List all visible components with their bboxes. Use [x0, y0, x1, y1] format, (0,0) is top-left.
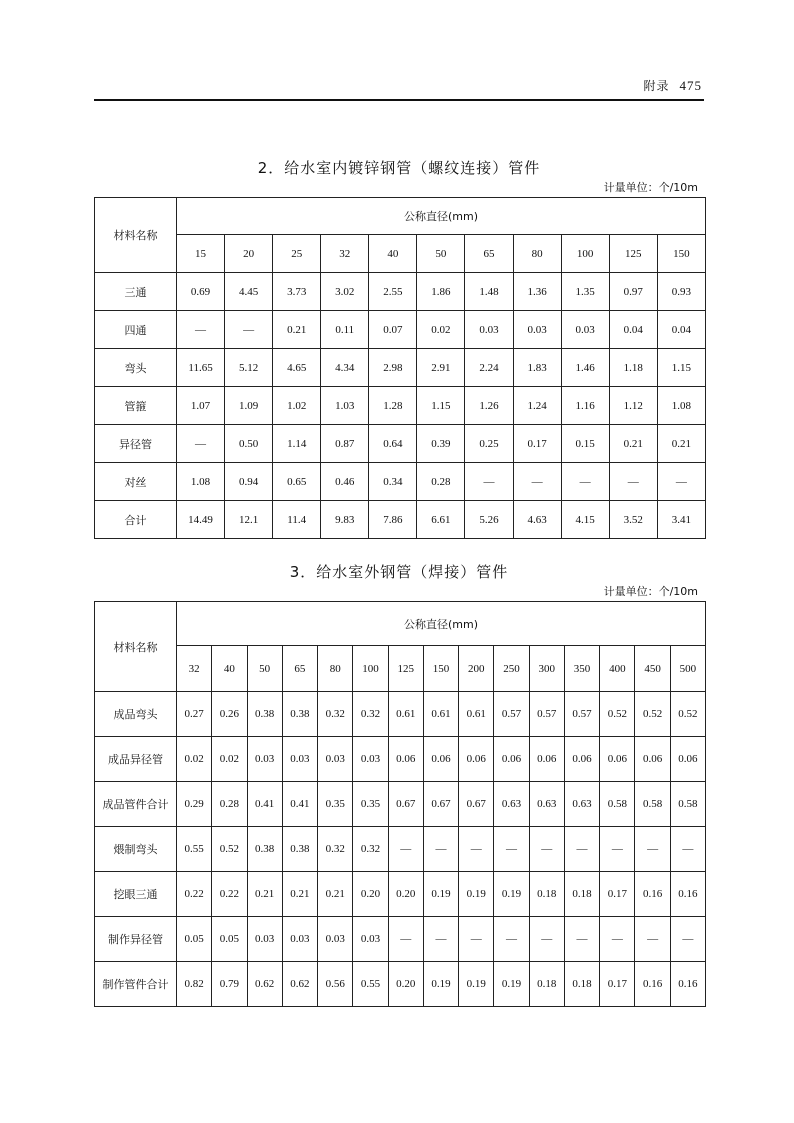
value-cell: 0.19 [494, 962, 529, 1007]
value-cell: 0.03 [247, 917, 282, 962]
section3-table [94, 601, 706, 1007]
value-cell: 0.38 [282, 692, 317, 737]
diameter-cell: 125 [388, 646, 423, 692]
value-cell: — [635, 827, 670, 872]
diameter-cell: 50 [247, 646, 282, 692]
value-cell: 0.06 [494, 737, 529, 782]
table-row [95, 962, 706, 1007]
value-cell: 1.12 [609, 387, 657, 425]
value-cell: 0.62 [282, 962, 317, 1007]
value-cell: 0.32 [353, 692, 388, 737]
value-cell: 0.56 [318, 962, 353, 1007]
value-cell: — [561, 463, 609, 501]
diameter-cell: 100 [353, 646, 388, 692]
value-cell: 1.15 [417, 387, 465, 425]
value-cell: — [225, 311, 273, 349]
diameter-group-header: 公称直径(mm) [177, 602, 706, 646]
table-header-row [95, 198, 706, 235]
value-cell: 1.48 [465, 273, 513, 311]
value-cell: 0.03 [353, 737, 388, 782]
value-cell: 0.64 [369, 425, 417, 463]
value-cell: 0.62 [247, 962, 282, 1007]
section2-title: 2．给水室内镀锌钢管（螺纹连接）管件 [257, 159, 541, 177]
value-cell: 0.61 [423, 692, 458, 737]
value-cell: 0.15 [561, 425, 609, 463]
value-cell: 1.08 [177, 463, 225, 501]
row-label: 对丝 [95, 463, 177, 501]
value-cell: 0.39 [417, 425, 465, 463]
diameter-cell: 125 [609, 235, 657, 273]
value-cell: 0.65 [273, 463, 321, 501]
value-cell: 0.16 [635, 962, 670, 1007]
value-cell: 0.32 [318, 827, 353, 872]
value-cell: 3.52 [609, 501, 657, 539]
value-cell: 0.27 [177, 692, 212, 737]
value-cell: — [388, 917, 423, 962]
row-label: 异径管 [95, 425, 177, 463]
value-cell: 0.19 [423, 962, 458, 1007]
value-cell: 1.07 [177, 387, 225, 425]
table-row [95, 425, 706, 463]
header-rule [94, 99, 704, 101]
value-cell: 0.82 [177, 962, 212, 1007]
table-row [95, 273, 706, 311]
value-cell: — [423, 827, 458, 872]
value-cell: 0.26 [212, 692, 247, 737]
value-cell: 0.21 [609, 425, 657, 463]
value-cell: 0.55 [177, 827, 212, 872]
row-label: 制作管件合计 [95, 962, 177, 1007]
diameter-cell: 65 [282, 646, 317, 692]
value-cell: 0.06 [564, 737, 599, 782]
section3-title: 3．给水室外钢管（焊接）管件 [289, 563, 509, 581]
value-cell: 0.58 [600, 782, 635, 827]
section3-unit: 计量单位：个/10m [603, 585, 698, 598]
diameter-cell: 40 [369, 235, 417, 273]
value-cell: 0.18 [529, 872, 564, 917]
value-cell: — [600, 827, 635, 872]
row-label: 挖眼三通 [95, 872, 177, 917]
section2-table [94, 197, 706, 539]
value-cell: 0.87 [321, 425, 369, 463]
row-label: 三通 [95, 273, 177, 311]
value-cell: — [177, 311, 225, 349]
value-cell: 0.19 [494, 872, 529, 917]
value-cell: — [657, 463, 705, 501]
diameter-cell: 32 [177, 646, 212, 692]
running-head [643, 77, 702, 94]
table-row [95, 311, 706, 349]
value-cell: 0.52 [670, 692, 705, 737]
value-cell: 1.28 [369, 387, 417, 425]
value-cell: 1.08 [657, 387, 705, 425]
value-cell: 0.06 [388, 737, 423, 782]
value-cell: 0.38 [282, 827, 317, 872]
value-cell: 0.03 [561, 311, 609, 349]
table-row [95, 737, 706, 782]
value-cell: 4.34 [321, 349, 369, 387]
value-cell: 0.11 [321, 311, 369, 349]
value-cell: 1.35 [561, 273, 609, 311]
value-cell: 0.58 [635, 782, 670, 827]
diameter-cell: 50 [417, 235, 465, 273]
value-cell: 0.22 [177, 872, 212, 917]
value-cell: 1.16 [561, 387, 609, 425]
value-cell: 14.49 [177, 501, 225, 539]
value-cell: 0.03 [318, 737, 353, 782]
diameter-cell: 350 [564, 646, 599, 692]
value-cell: 0.03 [247, 737, 282, 782]
value-cell: 5.26 [465, 501, 513, 539]
diameter-cell: 65 [465, 235, 513, 273]
diameter-group-header: 公称直径(mm) [177, 198, 706, 235]
value-cell: 0.32 [353, 827, 388, 872]
value-cell: 0.29 [177, 782, 212, 827]
value-cell: 1.36 [513, 273, 561, 311]
value-cell: 1.24 [513, 387, 561, 425]
table-row [95, 827, 706, 872]
value-cell: 0.50 [225, 425, 273, 463]
value-cell: 0.21 [282, 872, 317, 917]
value-cell: 0.21 [318, 872, 353, 917]
section2-unit: 计量单位：个/10m [603, 181, 698, 194]
value-cell: 0.61 [388, 692, 423, 737]
diameter-cell: 40 [212, 646, 247, 692]
row-label: 四通 [95, 311, 177, 349]
diameter-cell: 450 [635, 646, 670, 692]
value-cell: — [494, 917, 529, 962]
value-cell: 3.02 [321, 273, 369, 311]
value-cell: — [635, 917, 670, 962]
value-cell: 0.25 [465, 425, 513, 463]
value-cell: — [600, 917, 635, 962]
value-cell: 0.63 [529, 782, 564, 827]
row-label: 管箍 [95, 387, 177, 425]
value-cell: 0.03 [318, 917, 353, 962]
section-label: 附录 [643, 79, 670, 93]
value-cell: 12.1 [225, 501, 273, 539]
value-cell: 4.15 [561, 501, 609, 539]
value-cell: — [564, 917, 599, 962]
table-row [95, 692, 706, 737]
diameter-cell: 400 [600, 646, 635, 692]
value-cell: 2.24 [465, 349, 513, 387]
value-cell: 0.55 [353, 962, 388, 1007]
value-cell: 0.38 [247, 827, 282, 872]
value-cell: — [177, 425, 225, 463]
value-cell: — [529, 917, 564, 962]
value-cell: 0.17 [513, 425, 561, 463]
value-cell: 0.06 [423, 737, 458, 782]
value-cell: 0.03 [353, 917, 388, 962]
value-cell: 0.06 [670, 737, 705, 782]
value-cell: 0.18 [529, 962, 564, 1007]
table-row [95, 917, 706, 962]
diameter-cell: 100 [561, 235, 609, 273]
diameter-cell: 250 [494, 646, 529, 692]
value-cell: — [459, 827, 494, 872]
diameter-cell: 80 [318, 646, 353, 692]
value-cell: — [670, 917, 705, 962]
diameter-cell: 150 [657, 235, 705, 273]
value-cell: 0.21 [273, 311, 321, 349]
value-cell: 0.04 [609, 311, 657, 349]
value-cell: 0.28 [212, 782, 247, 827]
value-cell: 0.67 [388, 782, 423, 827]
table-row [95, 782, 706, 827]
value-cell: 0.16 [670, 872, 705, 917]
value-cell: 0.17 [600, 962, 635, 1007]
value-cell: 0.57 [564, 692, 599, 737]
value-cell: 2.98 [369, 349, 417, 387]
row-label: 制作异径管 [95, 917, 177, 962]
value-cell: 2.91 [417, 349, 465, 387]
value-cell: 4.65 [273, 349, 321, 387]
value-cell: 0.16 [635, 872, 670, 917]
value-cell: 0.28 [417, 463, 465, 501]
row-label: 煨制弯头 [95, 827, 177, 872]
value-cell: 0.52 [600, 692, 635, 737]
section3-table-body [95, 692, 706, 1007]
value-cell: 4.45 [225, 273, 273, 311]
value-cell: 0.06 [459, 737, 494, 782]
diameter-cell: 15 [177, 235, 225, 273]
row-header-cell: 材料名称 [95, 602, 177, 692]
value-cell: 2.55 [369, 273, 417, 311]
value-cell: 0.94 [225, 463, 273, 501]
diameter-cell: 300 [529, 646, 564, 692]
value-cell: — [529, 827, 564, 872]
value-cell: 0.02 [212, 737, 247, 782]
row-header-cell: 材料名称 [95, 198, 177, 273]
diameter-cell: 500 [670, 646, 705, 692]
value-cell: 0.06 [635, 737, 670, 782]
value-cell: 0.35 [353, 782, 388, 827]
value-cell: 1.02 [273, 387, 321, 425]
diameter-cell: 200 [459, 646, 494, 692]
table-row [95, 463, 706, 501]
value-cell: 0.06 [600, 737, 635, 782]
diameter-cell: 32 [321, 235, 369, 273]
value-cell: 0.22 [212, 872, 247, 917]
value-cell: — [459, 917, 494, 962]
value-cell: 11.4 [273, 501, 321, 539]
diameter-cell: 20 [225, 235, 273, 273]
value-cell: 0.19 [423, 872, 458, 917]
table-row [95, 872, 706, 917]
row-label: 合计 [95, 501, 177, 539]
value-cell: 3.41 [657, 501, 705, 539]
value-cell: 0.79 [212, 962, 247, 1007]
diameter-row [95, 235, 706, 273]
value-cell: 1.18 [609, 349, 657, 387]
value-cell: 0.20 [388, 872, 423, 917]
diameter-cell: 25 [273, 235, 321, 273]
value-cell: 0.20 [353, 872, 388, 917]
value-cell: 0.63 [564, 782, 599, 827]
table-row [95, 501, 706, 539]
value-cell: 0.19 [459, 962, 494, 1007]
value-cell: 0.07 [369, 311, 417, 349]
value-cell: 0.41 [282, 782, 317, 827]
value-cell: — [465, 463, 513, 501]
value-cell: 1.15 [657, 349, 705, 387]
value-cell: 0.41 [247, 782, 282, 827]
value-cell: 0.04 [657, 311, 705, 349]
row-label: 成品弯头 [95, 692, 177, 737]
value-cell: — [388, 827, 423, 872]
value-cell: 0.21 [247, 872, 282, 917]
value-cell: 6.61 [417, 501, 465, 539]
diameter-cell: 80 [513, 235, 561, 273]
value-cell: 0.16 [670, 962, 705, 1007]
value-cell: 1.86 [417, 273, 465, 311]
value-cell: 0.19 [459, 872, 494, 917]
value-cell: 11.65 [177, 349, 225, 387]
value-cell: — [513, 463, 561, 501]
row-label: 成品管件合计 [95, 782, 177, 827]
section2-table-body [95, 273, 706, 539]
value-cell: — [564, 827, 599, 872]
value-cell: — [609, 463, 657, 501]
value-cell: 0.67 [459, 782, 494, 827]
value-cell: 0.05 [177, 917, 212, 962]
diameter-cell: 150 [423, 646, 458, 692]
value-cell: 0.97 [609, 273, 657, 311]
value-cell: 0.61 [459, 692, 494, 737]
value-cell: 0.18 [564, 872, 599, 917]
value-cell: 0.35 [318, 782, 353, 827]
value-cell: 0.58 [670, 782, 705, 827]
value-cell: 0.34 [369, 463, 417, 501]
value-cell: 0.69 [177, 273, 225, 311]
value-cell: 0.03 [282, 737, 317, 782]
diameter-row [95, 646, 706, 692]
value-cell: 0.02 [177, 737, 212, 782]
value-cell: 0.93 [657, 273, 705, 311]
value-cell: 0.17 [600, 872, 635, 917]
table-row [95, 387, 706, 425]
value-cell: 0.67 [423, 782, 458, 827]
value-cell: — [670, 827, 705, 872]
value-cell: 1.46 [561, 349, 609, 387]
value-cell: — [423, 917, 458, 962]
row-label: 成品异径管 [95, 737, 177, 782]
value-cell: 3.73 [273, 273, 321, 311]
value-cell: — [494, 827, 529, 872]
value-cell: 0.03 [513, 311, 561, 349]
value-cell: 0.38 [247, 692, 282, 737]
value-cell: 7.86 [369, 501, 417, 539]
value-cell: 1.03 [321, 387, 369, 425]
value-cell: 0.18 [564, 962, 599, 1007]
value-cell: 0.46 [321, 463, 369, 501]
value-cell: 0.63 [494, 782, 529, 827]
value-cell: 0.21 [657, 425, 705, 463]
value-cell: 0.03 [282, 917, 317, 962]
value-cell: 1.09 [225, 387, 273, 425]
value-cell: 4.63 [513, 501, 561, 539]
value-cell: 0.57 [494, 692, 529, 737]
value-cell: 9.83 [321, 501, 369, 539]
value-cell: 1.26 [465, 387, 513, 425]
page-number: 475 [679, 78, 702, 93]
table-header-row [95, 602, 706, 646]
value-cell: 5.12 [225, 349, 273, 387]
value-cell: 0.02 [417, 311, 465, 349]
value-cell: 0.52 [635, 692, 670, 737]
value-cell: 0.57 [529, 692, 564, 737]
row-label: 弯头 [95, 349, 177, 387]
value-cell: 0.32 [318, 692, 353, 737]
value-cell: 0.20 [388, 962, 423, 1007]
value-cell: 1.14 [273, 425, 321, 463]
table-row [95, 349, 706, 387]
value-cell: 0.06 [529, 737, 564, 782]
value-cell: 1.83 [513, 349, 561, 387]
value-cell: 0.52 [212, 827, 247, 872]
value-cell: 0.05 [212, 917, 247, 962]
value-cell: 0.03 [465, 311, 513, 349]
